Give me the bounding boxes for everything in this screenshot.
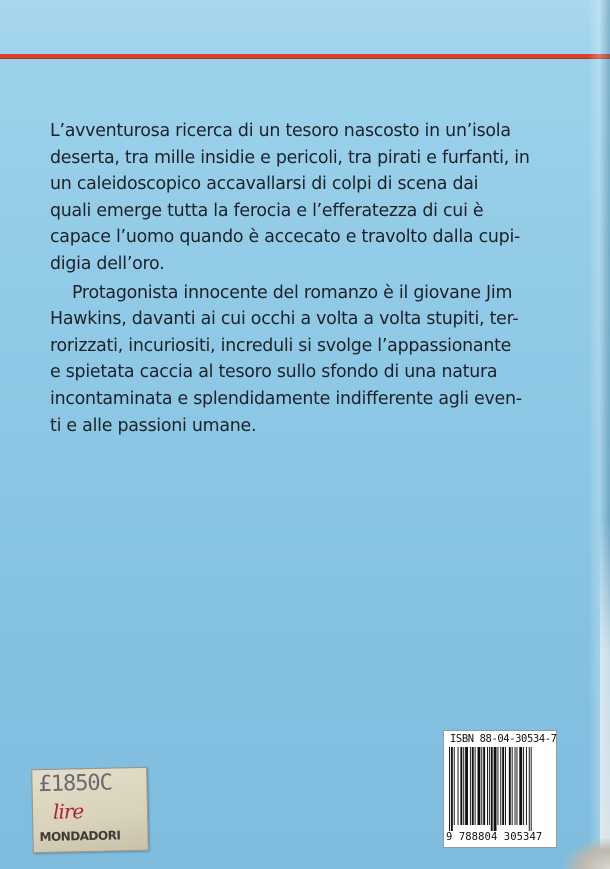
barcode-bar [515, 747, 516, 825]
blurb-line: ti e alle passioni umane. [50, 415, 257, 436]
barcode-bar [500, 747, 501, 825]
blurb-line: digia dell’oro. [50, 253, 165, 274]
blurb-line: rorizzati, incuriositi, increduli si svolge l’appassionante [50, 335, 512, 356]
blurb-line: un caleidoscopico accavallarsi di colpi di scena dai [50, 174, 479, 195]
barcode-bar [478, 747, 481, 825]
barcode-bar [475, 747, 476, 825]
blurb-line: Protagonista innocente del romanzo è il giovane Jim [72, 282, 513, 303]
barcode-bar [531, 747, 532, 831]
blurb-line: e spietata caccia al tesoro sullo sfondo di una natura [50, 362, 498, 383]
barcode-bar [516, 747, 517, 825]
barcode-bar [458, 747, 459, 825]
publisher-label: MONDADORI [39, 828, 121, 845]
blurb-line: Hawkins, davanti ai cui occhi a volta a volta stupiti, ter- [50, 309, 519, 330]
barcode-bar [523, 747, 524, 825]
blurb-paragraph-2 [50, 280, 566, 440]
spine-wear [600, 520, 610, 850]
barcode-bar [454, 747, 455, 825]
barcode-bar [449, 747, 450, 831]
barcode-bar [470, 747, 471, 825]
blurb-line: incontaminata e splendidamente indifferente agli even- [50, 388, 522, 409]
blurb-text [50, 118, 566, 439]
barcode-bar [472, 747, 474, 825]
barcode-bar [463, 747, 464, 825]
red-stripe [0, 54, 610, 59]
blurb-line: quali emerge tutta la ferocia e l’efferatezza di cui è [50, 200, 484, 221]
barcode-bar [494, 747, 497, 831]
barcode-label [443, 730, 557, 848]
blurb-line: deserta, tra mille insidie e pericoli, tra pirati e furfanti, in [50, 147, 530, 168]
barcode-bar [512, 747, 513, 825]
barcode-bar [529, 747, 530, 831]
barcode-bar [497, 747, 498, 825]
barcode-bar [505, 747, 506, 825]
barcode-bar [509, 747, 511, 825]
price-stamp: £1850C [38, 770, 113, 798]
blurb-line: capace l’uomo quando è accecato e travolto dalla cupi- [50, 227, 521, 248]
barcode-bar [489, 747, 490, 825]
barcode-bar [483, 747, 485, 825]
barcode-bar [451, 747, 453, 831]
barcode-bar [491, 747, 493, 831]
top-band [0, 0, 610, 54]
barcode-bar [465, 747, 468, 825]
barcode-bar [487, 747, 488, 825]
ean-number: 9 788804 305347 [446, 831, 543, 843]
isbn-number: ISBN 88-04-30534-7 [450, 733, 557, 745]
barcode-bar [460, 747, 462, 825]
handwritten-price: lire [52, 799, 84, 824]
price-sticker [31, 767, 149, 853]
blurb-paragraph-1 [50, 118, 566, 278]
blurb-line: L’avventurosa ricerca di un tesoro nascosto in un’isola [50, 121, 511, 141]
barcode-bar [502, 747, 504, 825]
barcode-bar [526, 747, 527, 825]
corner-wear [564, 839, 610, 869]
barcode-icon [448, 747, 554, 831]
barcode-bar [519, 747, 522, 825]
barcode-bar [481, 747, 482, 825]
